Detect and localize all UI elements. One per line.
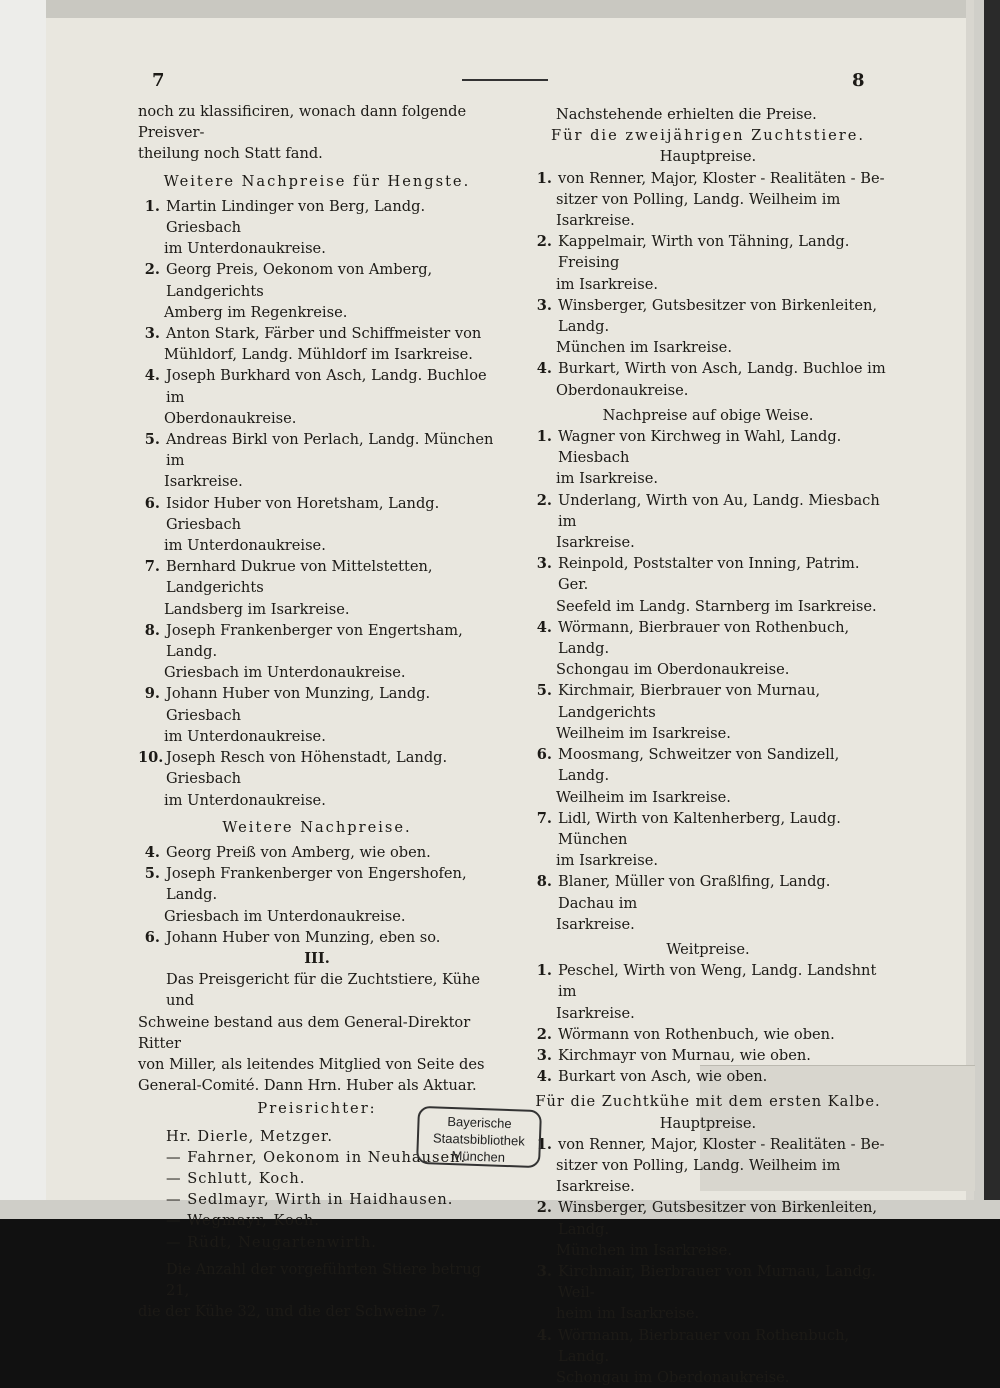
item-number: 5. — [144, 431, 160, 449]
item-line: Weilheim im Isarkreise. — [556, 788, 731, 806]
item-line: Joseph Frankenberger von Engershofen, Landg. — [166, 865, 467, 904]
item-line: Johann Huber von Munzing, eben so. — [166, 928, 441, 946]
item-number: 1. — [536, 169, 552, 187]
list-item — [138, 747, 496, 811]
item-number: 6. — [144, 494, 160, 512]
heading-zuchtstiere: Für die zweijährigen Zuchtstiere. — [550, 127, 866, 145]
judge-entry: — Wegmayr, Koch. — [166, 1212, 320, 1230]
item-line: im Isarkreise. — [556, 470, 658, 488]
item-line: Andreas Birkl von Perlach, Landg. München im — [166, 431, 494, 470]
item-line: Kirchmayr von Murnau, wie oben. — [558, 1046, 811, 1064]
list-item — [530, 1024, 886, 1045]
item-line: Joseph Burkhard von Asch, Landg. Buchloe im — [166, 367, 487, 406]
item-line: heim im Isarkreise. — [556, 1305, 700, 1323]
item-line: Oberdonaukreise. — [556, 381, 689, 399]
item-line: Peschel, Wirth von Weng, Landg. Landshnt im — [558, 962, 877, 1001]
judge-entry: — Schlutt, Koch. — [166, 1169, 306, 1187]
item-line: im Isarkreise. — [556, 275, 658, 293]
header-rule — [462, 79, 548, 81]
judge-entry: — Fahrner, Oekonom in Neuhausen. — [166, 1148, 467, 1166]
item-line: im Unterdonaukreise. — [164, 240, 326, 258]
item-line: Wagner von Kirchweg in Wahl, Landg. Miesbach — [558, 428, 842, 467]
list-item — [138, 365, 496, 429]
item-line: Winsberger, Gutsbesitzer von Birkenleiten, Landg. — [558, 1199, 878, 1238]
list-item — [530, 358, 886, 400]
item-line: Kirchmair, Bierbrauer von Murnau, Landgerichts — [558, 682, 821, 721]
item-number: 6. — [536, 746, 552, 764]
heading-preisrichter: Preisrichter: — [257, 1100, 377, 1118]
list-item — [530, 1134, 886, 1198]
list-item — [530, 1045, 886, 1066]
list-item — [530, 1066, 886, 1087]
list-item — [138, 620, 496, 684]
item-line: Griesbach im Unterdonaukreise. — [164, 664, 406, 682]
item-line: von Renner, Major, Kloster - Realitäten - Be- — [558, 169, 885, 187]
list-item — [530, 168, 886, 232]
item-line: München im Isarkreise. — [556, 1241, 732, 1259]
item-line: Burkart von Asch, wie oben. — [558, 1068, 768, 1086]
item-line: Amberg im Regenkreise. — [164, 303, 348, 321]
heading-weitere-nachpreise: Weitere Nachpreise. — [222, 818, 412, 836]
list-weitere-nachpreise — [138, 842, 496, 948]
item-line: im Isarkreise. — [556, 852, 658, 870]
item-number: 5. — [144, 865, 160, 883]
list-item — [138, 196, 496, 260]
scan-border-right — [984, 0, 1000, 1219]
list-item — [530, 553, 886, 617]
list-item — [138, 842, 496, 863]
list-item — [138, 323, 496, 365]
item-number: 3. — [536, 1046, 552, 1064]
item-number: 2. — [144, 261, 160, 279]
item-line: Mühldorf, Landg. Mühldorf im Isarkreise. — [164, 346, 473, 364]
item-number: 4. — [536, 360, 552, 378]
list-kuehe-hauptpreise — [530, 1134, 886, 1388]
list-item — [138, 556, 496, 620]
item-line: Wörmann, Bierbrauer von Rothenbuch, Landg. — [558, 1326, 850, 1365]
list-item — [530, 617, 886, 681]
item-line: Reinpold, Poststalter von Inning, Patrim. Ger. — [558, 555, 860, 594]
list-item — [530, 744, 886, 808]
item-line: im Unterdonaukreise. — [164, 537, 326, 555]
list-item — [530, 871, 886, 935]
item-line: Kirchmair, Bierbrauer von Murnau, Landg. Weil- — [558, 1262, 876, 1302]
item-line: Isarkreise. — [556, 534, 635, 552]
item-number: 3. — [144, 325, 160, 343]
item-number: 8. — [536, 873, 552, 891]
item-line: Burkart, Wirth von Asch, Landg. Buchloe im — [558, 360, 886, 378]
judge-entry: — Rüdt, Neugartenwirth. — [166, 1233, 377, 1251]
sub-weitpreise: Weitpreise. — [666, 940, 750, 958]
item-line: Anton Stark, Färber und Schiffmeister von — [166, 325, 482, 343]
item-line: sitzer von Polling, Landg. Weilheim im Isarkreise. — [556, 190, 841, 230]
list-item — [530, 426, 886, 490]
item-number: 4. — [536, 1326, 552, 1344]
item-line: Martin Lindinger von Berg, Landg. Griesbach — [166, 197, 426, 237]
item-line: Moosmang, Schweitzer von Sandizell, Landg. — [558, 746, 840, 785]
item-line: Weilheim im Isarkreise. — [556, 724, 731, 742]
list-item — [530, 1261, 886, 1325]
item-number: 6. — [144, 928, 160, 946]
item-line: im Unterdonaukreise. — [164, 727, 326, 745]
list-item — [530, 295, 886, 359]
item-number: 7. — [536, 809, 552, 827]
heading-zuchtkuehe: Für die Zuchtkühe mit dem ersten Kalbe. — [535, 1093, 881, 1111]
item-line: Schongau im Oberdonaukreise. — [556, 661, 790, 679]
sub-nachpreise: Nachpreise auf obige Weise. — [602, 406, 814, 424]
item-line: Oberdonaukreise. — [164, 409, 297, 427]
item-number: 4. — [536, 1068, 552, 1086]
item-number: 2. — [536, 1199, 552, 1217]
item-number: 1. — [536, 962, 552, 980]
item-line: Isarkreise. — [164, 473, 243, 491]
item-line: Joseph Frankenberger von Engertsham, Landg. — [166, 621, 463, 661]
list-item — [138, 259, 496, 323]
list-item — [530, 490, 886, 554]
section-number: III. — [304, 949, 330, 967]
item-number: 3. — [536, 555, 552, 573]
list-item — [530, 680, 886, 744]
item-line: München im Isarkreise. — [556, 339, 732, 357]
item-number: 4. — [144, 843, 160, 861]
right-column — [530, 104, 886, 1388]
page-number-left: 7 — [152, 70, 165, 91]
item-line: Kappelmair, Wirth von Tähning, Landg. Freising — [558, 233, 850, 272]
item-number: 2. — [536, 1025, 552, 1043]
item-number: 10. — [138, 749, 164, 767]
item-number: 2. — [536, 233, 552, 251]
item-line: Underlang, Wirth von Au, Landg. Miesbach im — [558, 491, 880, 530]
item-number: 3. — [536, 296, 552, 314]
item-number: 1. — [144, 197, 160, 215]
item-number: 4. — [144, 367, 160, 385]
item-line: Winsberger, Gutsbesitzer von Birkenleiten, Landg. — [558, 296, 878, 336]
item-line: Wörmann von Rothenbuch, wie oben. — [558, 1025, 835, 1043]
list-item — [530, 1197, 886, 1261]
item-line: im Unterdonaukreise. — [164, 791, 326, 809]
item-number: 1. — [536, 428, 552, 446]
sub-hauptpreise-1: Hauptpreise. — [659, 148, 757, 166]
item-line: Schongau im Oberdonaukreise. — [556, 1368, 790, 1386]
list-item — [138, 927, 496, 948]
item-number: 2. — [536, 491, 552, 509]
item-line: Georg Preis, Oekonom von Amberg, Landgerichts — [166, 261, 433, 300]
list-item — [530, 231, 886, 295]
list-stiere-weitpreise — [530, 960, 886, 1087]
list-item — [530, 808, 886, 872]
item-line: Lidl, Wirth von Kaltenherberg, Laudg. München — [558, 809, 841, 848]
heading-hengste: Weitere Nachpreise für Hengste. — [163, 172, 471, 190]
scan-border-top — [0, 0, 1000, 18]
judge-entry: Hr. Dierle, Metzger. — [166, 1127, 334, 1145]
scan-border-right-inner — [974, 0, 984, 1219]
list-item — [530, 960, 886, 1024]
item-line: Blaner, Müller von Graßlfing, Landg. Dachau im — [558, 873, 831, 912]
sub-hauptpreise-2: Hauptpreise. — [659, 1114, 757, 1132]
list-stiere-nachpreise — [530, 426, 886, 935]
item-line: Seefeld im Landg. Starnberg im Isarkreise. — [556, 597, 877, 615]
item-line: Griesbach im Unterdonaukreise. — [164, 907, 406, 925]
list-item — [138, 429, 496, 493]
item-line: von Renner, Major, Kloster - Realitäten - Be- — [558, 1135, 885, 1153]
left-intro: noch zu klassificiren, wonach dann folgende Preisver- theilung noch Statt fand. — [138, 103, 467, 163]
item-line: Johann Huber von Munzing, Landg. Griesbach — [166, 685, 431, 724]
item-number: 8. — [144, 621, 160, 639]
left-closing: Die Anzahl der vorgeführten Stiere betrug 21, die der Kühe 32, und die der Schweine 7. — [138, 1260, 481, 1321]
item-line: Bernhard Dukrue von Mittelstetten, Landgerichts — [166, 558, 433, 597]
list-item — [138, 493, 496, 557]
item-number: 3. — [536, 1262, 552, 1280]
item-number: 5. — [536, 682, 552, 700]
scan-border-left — [0, 0, 46, 1219]
item-line: Isidor Huber von Horetsham, Landg. Griesbach — [166, 494, 440, 533]
item-line: Isarkreise. — [556, 1004, 635, 1022]
list-stiere-hauptpreise — [530, 168, 886, 401]
page-number-right: 8 — [852, 70, 865, 91]
item-line: Georg Preiß von Amberg, wie oben. — [166, 843, 431, 861]
item-line: Landsberg im Isarkreise. — [164, 600, 350, 618]
item-number: 9. — [144, 685, 160, 703]
judge-entry: — Sedlmayr, Wirth in Haidhausen. — [166, 1191, 454, 1209]
item-number: 7. — [144, 558, 160, 576]
item-line: sitzer von Polling, Landg. Weilheim im Isarkreise. — [556, 1156, 841, 1196]
list-hengste — [138, 196, 496, 811]
list-item — [138, 683, 496, 747]
library-stamp: Bayerische Staatsbibliothek München — [416, 1106, 542, 1168]
item-line: Isarkreise. — [556, 915, 635, 933]
right-intro: Nachstehende erhielten die Preise. — [556, 106, 817, 123]
item-line: Joseph Resch von Höhenstadt, Landg. Griesbach — [166, 749, 448, 788]
item-number: 4. — [536, 618, 552, 636]
list-item — [530, 1325, 886, 1388]
item-number: 1. — [536, 1135, 552, 1153]
item-line: Wörmann, Bierbrauer von Rothenbuch, Landg. — [558, 618, 850, 658]
left-paragraph: Das Preisgericht für die Zuchtstiere, Kühe und Schweine bestand aus dem General-Direktor Ritter von Miller, als leitendes Mitglied von Seite des General-Comité. Dann Hrn. Huber als Aktuar. — [138, 971, 485, 1095]
list-item — [138, 863, 496, 927]
